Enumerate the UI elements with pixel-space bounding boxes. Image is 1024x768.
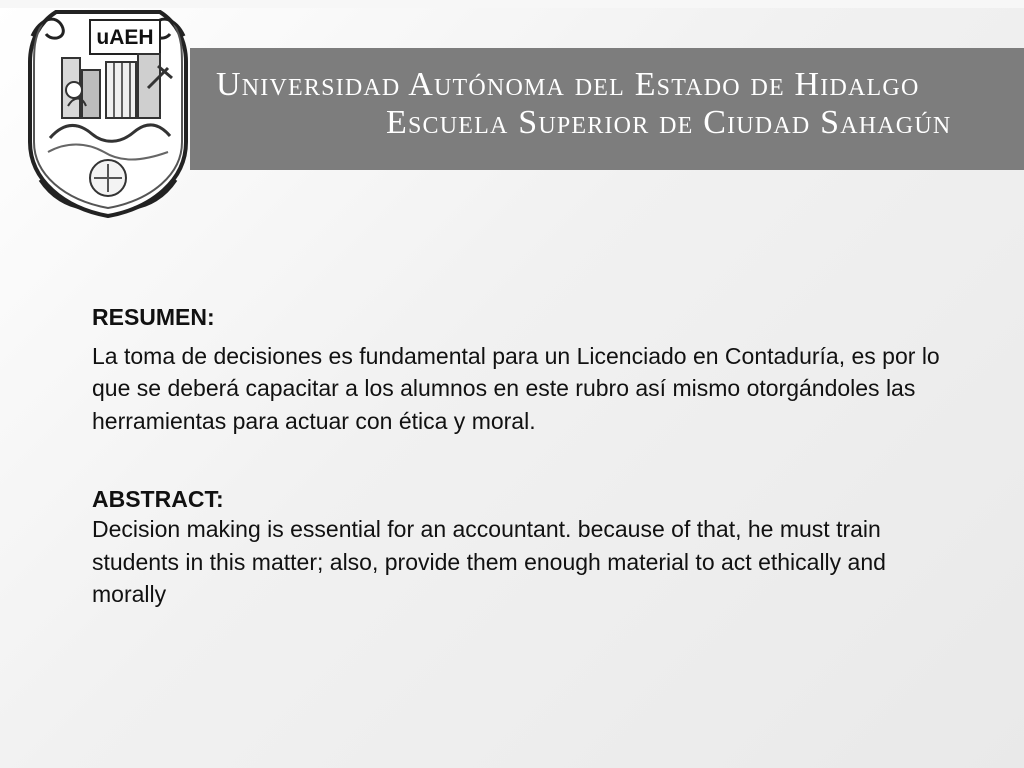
university-seal-icon: [22, 2, 194, 220]
university-title: Universidad Autónoma del Estado de Hidalgo: [216, 66, 920, 103]
resumen-text: La toma de decisiones es fundamental para un Licenciado en Contaduría, es por lo que se deberá capacitar a los alumnos en este rubro así mismo otorgándoles las herramientas para actuar con ética y moral.: [92, 342, 940, 434]
abstract-text: Decision making is essential for an accountant. because of that, he must train students in this matter; also, provide them enough material to act ethically and morally: [92, 516, 886, 608]
abstract-section: [92, 486, 962, 612]
header-band: [190, 48, 1024, 170]
seal-text: uAEH: [96, 26, 154, 49]
school-title: Escuela Superior de Ciudad Sahagún: [386, 104, 952, 141]
content-area: [92, 304, 962, 611]
resumen-heading: RESUMEN:: [92, 304, 215, 330]
resumen-section: [92, 304, 962, 438]
abstract-heading: ABSTRACT:: [92, 485, 224, 512]
